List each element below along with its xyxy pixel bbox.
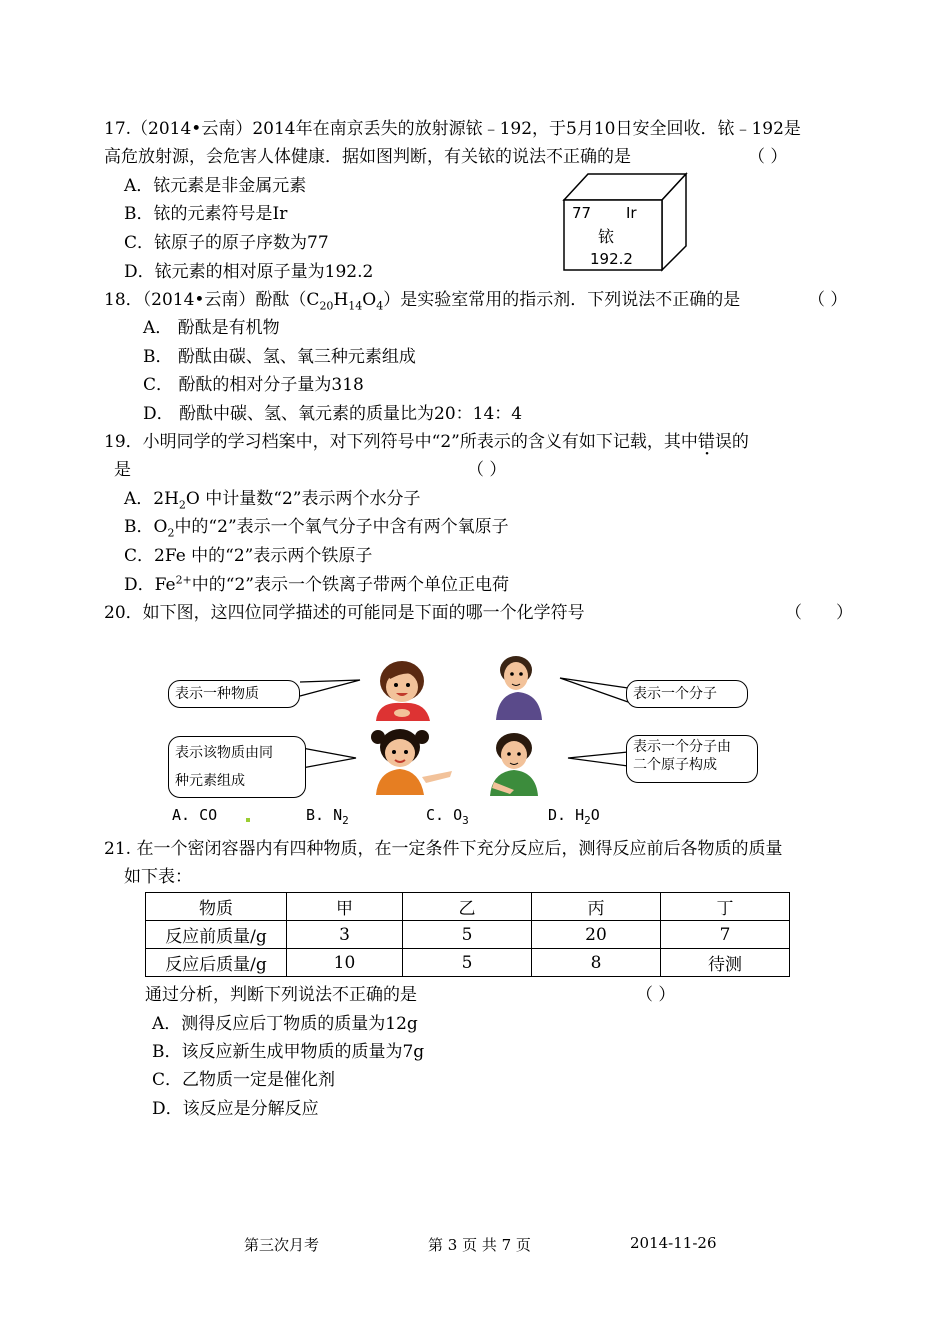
girl-student-1-image (368, 655, 436, 721)
table-header-row (146, 893, 790, 921)
q20-option-b: B. $N_2$ (306, 806, 349, 827)
girl-student-2-image (366, 725, 458, 795)
q20-answer-paren: （ ） (785, 603, 853, 623)
q19-answer-paren: （ ） (467, 460, 507, 480)
q21-option-b: B．该反应新生成甲物质的质量为7g (152, 1042, 425, 1062)
iridium-element-cube (562, 172, 688, 272)
q21-option-a: A．测得反应后丁物质的质量为12g (152, 1014, 418, 1034)
cube-name: 铱 (598, 227, 615, 246)
q20-option-d: D. $H_2O$ (548, 806, 600, 827)
q18-option-b: B． 酚酞由碳、氢、氧三种元素组成 (143, 347, 416, 367)
footer-page-number: 第 3 页 共 7 页 (428, 1236, 531, 1254)
q21-option-c: C．乙物质一定是催化剂 (152, 1070, 336, 1090)
cube-mass: 192.2 (590, 250, 633, 268)
q17-option-c: C．铱原子的原子序数为77 (124, 233, 329, 253)
table-cell: 乙 (403, 893, 532, 921)
q18-answer-paren: （ ） (808, 290, 848, 310)
q18-option-d: D． 酚酞中碳、氢、氧元素的质量比为20：14：4 (143, 404, 523, 424)
footer-date: 2014-11-26 (630, 1234, 717, 1252)
table-cell: 3 (287, 921, 403, 949)
cube-atomic-number: 77 (572, 204, 592, 222)
table-row (146, 921, 790, 949)
q19-option-a: A．$2H_2O$ 中计量数“2”表示两个水分子 (124, 489, 421, 512)
speech-pointers (0, 640, 950, 810)
table-cell: 物质 (146, 893, 287, 921)
table-cell: 7 (661, 921, 790, 949)
q21-line2: 如下表： (124, 867, 192, 887)
table-cell: 5 (403, 949, 532, 977)
q17-line2: 高危放射源，会危害人体健康．据如图判断，有关铱的说法不正确的是 (104, 147, 631, 167)
q19-line2: 是 (114, 460, 131, 480)
table-row (146, 949, 790, 977)
q19-line1: 19．小明同学的学习档案中，对下列符号中“2”所表示的含义有如下记载，其中错误的 (104, 432, 749, 452)
q20-option-a: A. CO (172, 806, 218, 824)
q21-option-d: D．该反应是分解反应 (152, 1099, 319, 1119)
footer-exam-name: 第三次月考 (244, 1236, 320, 1254)
speech-bubble-substance: 表示一种物质 (168, 680, 300, 708)
speech-bubble-molecule: 表示一个分子 (626, 680, 748, 708)
table-cell: 10 (287, 949, 403, 977)
cube-symbol: Ir (626, 204, 637, 222)
q19-option-c: C．2Fe 中的“2”表示两个铁原子 (124, 546, 373, 566)
q17-answer-paren: （ ） (748, 147, 788, 167)
q20-stem: 20．如下图，这四位同学描述的可能同是下面的哪一个化学符号 (104, 603, 585, 623)
table-cell: 丙 (532, 893, 661, 921)
q19-option-d: D．$Fe^{2+}$中的“2”表示一个铁离子带两个单位正电荷 (124, 573, 509, 595)
table-cell: 丁 (661, 893, 790, 921)
table-cell: 甲 (287, 893, 403, 921)
q20-option-c: C. $O_3$ (426, 806, 469, 827)
q19-emphasis: 错误 (697, 432, 732, 452)
speech-bubble-same-element: 表示该物质由同 种元素组成 (168, 736, 306, 798)
boy-student-2-image (484, 728, 542, 796)
q21-line1: 21. 在一个密闭容器内有四种物质，在一定条件下充分反应后，测得反应前后各物质的质量 (104, 839, 783, 859)
boy-student-1-image (490, 650, 546, 720)
q18-option-c: C． 酚酞的相对分子量为318 (143, 375, 364, 395)
q18-option-a: A． 酚酞是有机物 (143, 318, 280, 338)
table-cell: 待测 (661, 949, 790, 977)
q17-option-d: D．铱元素的相对原子量为192.2 (124, 262, 374, 282)
q17-option-b: B．铱的元素符号是Ir (124, 204, 288, 224)
table-cell: 20 (532, 921, 661, 949)
table-cell: 反应前质量/g (146, 921, 287, 949)
speech-bubble-two-atoms: 表示一个分子由 二个原子构成 (626, 735, 758, 783)
table-cell: 8 (532, 949, 661, 977)
q19-option-b: B．$O_2$中的“2”表示一个氧气分子中含有两个氧原子 (124, 517, 509, 540)
q21-answer-paren: （ ） (636, 985, 676, 1005)
q17-option-a: A．铱元素是非金属元素 (124, 176, 307, 196)
table-cell: 反应后质量/g (146, 949, 287, 977)
q21-question: 通过分析，判断下列说法不正确的是 (145, 985, 417, 1005)
q17-line1: 17.（2014•云南）2014年在南京丢失的放射源铱﹣192，于5月10日安全回收．铱﹣192是 (104, 119, 801, 139)
mass-table (145, 892, 790, 977)
yellow-dot-mark (246, 818, 250, 822)
q18-stem: 18．（2014•云南）酚酞$(C_{20}H_{14}O_4)$是实验室常用的指示剂．下列说法不正确的是 (104, 290, 741, 313)
table-cell: 5 (403, 921, 532, 949)
